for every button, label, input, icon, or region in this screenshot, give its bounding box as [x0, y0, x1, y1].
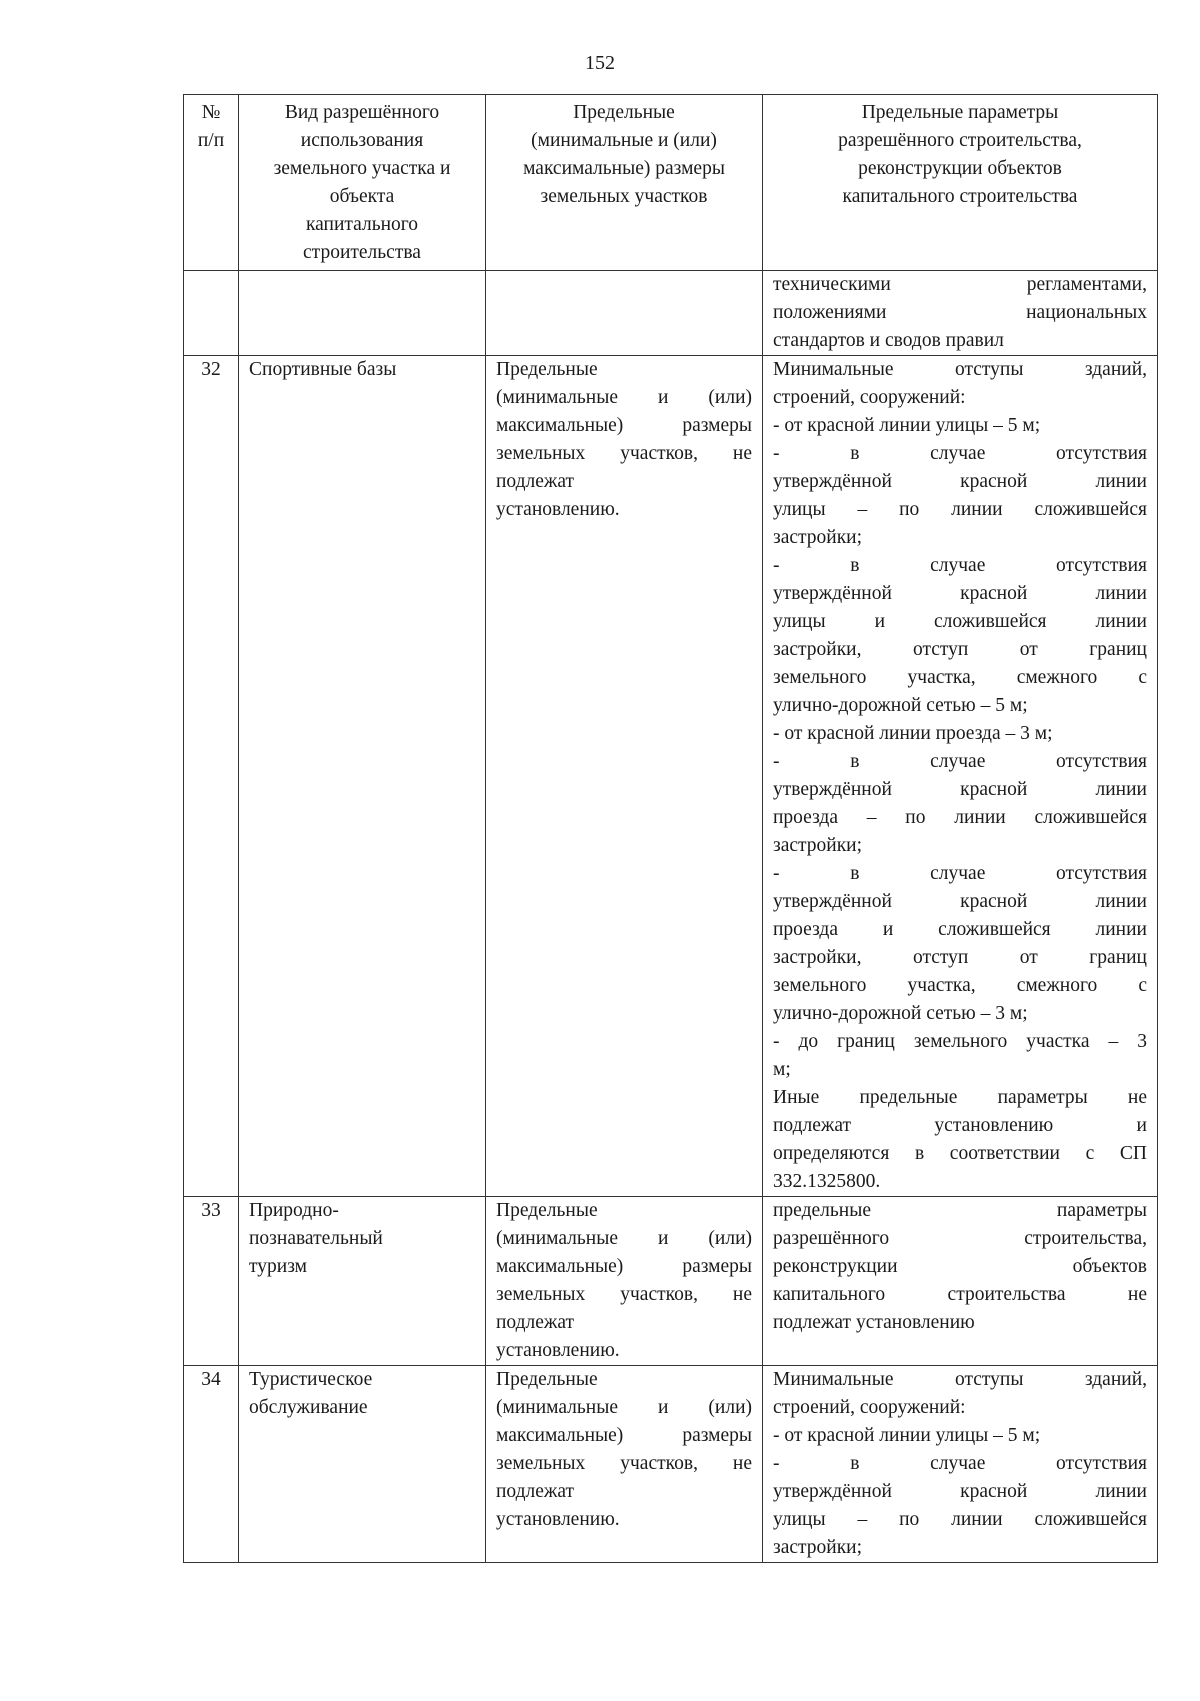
text-line: предельные параметры [773, 1200, 1147, 1221]
table-row-continuation [184, 271, 1158, 356]
text-line: разрешённого строительства, [838, 130, 1082, 151]
cell-number: 32 [184, 356, 239, 1197]
text-line: Предельные [496, 1369, 598, 1390]
text-line: Вид разрешённого [284, 102, 440, 123]
text-line: - в случае отсутствия [773, 751, 1147, 772]
text-line: утверждённой красной линии [773, 1481, 1147, 1502]
text-line: разрешённого строительства, [773, 1228, 1147, 1249]
cell-construction-parameters [763, 356, 1158, 1197]
text-line: п/п [197, 130, 225, 151]
text-line: стандартов и сводов правил [773, 330, 1004, 351]
text-line: реконструкции объектов [773, 1256, 1147, 1277]
header-plot-size-limits [486, 95, 763, 271]
text-line: земельных участков, не [496, 1284, 752, 1305]
table-row [184, 1366, 1158, 1563]
text-line: - от красной линии улицы – 5 м; [773, 1425, 1041, 1446]
cell-land-use-type [239, 1366, 486, 1563]
text-line: капитального [305, 214, 419, 235]
text-line: подлежат [496, 1312, 575, 1333]
text-line: использования [300, 130, 424, 151]
text-line: улицы – по линии сложившейся [773, 499, 1147, 520]
text-line: земельных участков, не [496, 1453, 752, 1474]
text-line: Туристическое [249, 1369, 373, 1390]
text-line: улицы – по линии сложившейся [773, 1509, 1147, 1530]
text-line: застройки, отступ от границ [773, 947, 1147, 968]
cell-land-use-type [239, 271, 486, 356]
text-line: утверждённой красной линии [773, 891, 1147, 912]
text-line: застройки; [773, 1537, 863, 1558]
text-line: (минимальные и (или) [496, 1228, 752, 1249]
text-line: 332.1325800. [773, 1171, 881, 1192]
text-line: земельного участка, смежного с [773, 667, 1147, 688]
text-line: Минимальные отступы зданий, [773, 359, 1147, 380]
text-line: - в случае отсутствия [773, 1453, 1147, 1474]
header-land-use-type [239, 95, 486, 271]
text-line: установлению. [496, 499, 620, 520]
text-line: капитального строительства [842, 186, 1078, 207]
text-line: - в случае отсутствия [773, 443, 1147, 464]
text-line: обслуживание [249, 1397, 368, 1418]
text-line: м; [773, 1059, 791, 1080]
cell-plot-size-limits [486, 1197, 763, 1366]
text-line: улично-дорожной сетью – 3 м; [773, 1003, 1028, 1024]
text-line: - до границ земельного участка – 3 [773, 1031, 1147, 1052]
text-line: положениями национальных [773, 302, 1147, 323]
cell-construction-parameters [763, 1366, 1158, 1563]
text-line: туризм [249, 1256, 307, 1277]
text-line: определяются в соответствии с СП [773, 1143, 1147, 1164]
text-line: строительства [303, 242, 421, 263]
text-line: улицы и сложившейся линии [773, 611, 1147, 632]
cell-construction-parameters [763, 271, 1158, 356]
page-number: 152 [585, 52, 615, 74]
cell-plot-size-limits [486, 356, 763, 1197]
text-line: подлежат [496, 471, 575, 492]
text-line: - в случае отсутствия [773, 863, 1147, 884]
text-line: застройки; [773, 527, 863, 548]
text-line: максимальные) размеры [496, 415, 752, 436]
text-line: проезда – по линии сложившейся [773, 807, 1147, 828]
text-line: (минимальные и (или) [496, 387, 752, 408]
text-line: подлежат установлению [773, 1312, 975, 1333]
text-line: Иные предельные параметры не [773, 1087, 1147, 1108]
text-line: утверждённой красной линии [773, 471, 1147, 492]
cell-number: 34 [184, 1366, 239, 1563]
header-construction-parameters [763, 95, 1158, 271]
cell-construction-parameters [763, 1197, 1158, 1366]
text-line: строений, сооружений: [773, 387, 966, 408]
text-line: земельного участка, смежного с [773, 975, 1147, 996]
table-row [184, 1197, 1158, 1366]
text-line: (минимальные и (или) [496, 1397, 752, 1418]
text-line: подлежат [496, 1481, 575, 1502]
text-line: - от красной линии улицы – 5 м; [773, 415, 1041, 436]
text-line: Спортивные базы [249, 359, 397, 380]
text-line: земельного участка и [273, 158, 451, 179]
text-line: - в случае отсутствия [773, 555, 1147, 576]
text-line: Предельные [496, 1200, 598, 1221]
text-line: Предельные [573, 102, 675, 123]
text-line: улично-дорожной сетью – 5 м; [773, 695, 1028, 716]
text-line: Предельные [496, 359, 598, 380]
text-line: (минимальные и (или) [531, 130, 717, 151]
text-line: земельных участков [540, 186, 708, 207]
text-line: утверждённой красной линии [773, 779, 1147, 800]
text-line: Природно- [249, 1200, 339, 1221]
text-line: Предельные параметры [861, 102, 1059, 123]
header-number [184, 95, 239, 271]
text-line: застройки; [773, 835, 863, 856]
table-row [184, 356, 1158, 1197]
text-line: Минимальные отступы зданий, [773, 1369, 1147, 1390]
text-line: объекта [329, 186, 395, 207]
text-line: земельных участков, не [496, 443, 752, 464]
text-line: капитального строительства не [773, 1284, 1147, 1305]
text-line: техническими регламентами, [773, 274, 1147, 295]
text-line: максимальные) размеры [496, 1256, 752, 1277]
text-line: максимальные) размеры [496, 1425, 752, 1446]
text-line: максимальные) размеры [523, 158, 725, 179]
text-line: - от красной линии проезда – 3 м; [773, 723, 1053, 744]
cell-land-use-type [239, 1197, 486, 1366]
regulations-table [183, 94, 1158, 1563]
cell-number [184, 271, 239, 356]
text-line: познавательный [249, 1228, 383, 1249]
text-line: утверждённой красной линии [773, 583, 1147, 604]
text-line: подлежат установлению и [773, 1115, 1147, 1136]
cell-plot-size-limits [486, 1366, 763, 1563]
text-line: проезда и сложившейся линии [773, 919, 1147, 940]
cell-number: 33 [184, 1197, 239, 1366]
cell-land-use-type [239, 356, 486, 1197]
table-header-row [184, 95, 1158, 271]
text-line: № [201, 102, 221, 123]
cell-plot-size-limits [486, 271, 763, 356]
text-line: реконструкции объектов [858, 158, 1062, 179]
text-line: застройки, отступ от границ [773, 639, 1147, 660]
text-line: строений, сооружений: [773, 1397, 966, 1418]
text-line: установлению. [496, 1509, 620, 1530]
text-line: установлению. [496, 1340, 620, 1361]
